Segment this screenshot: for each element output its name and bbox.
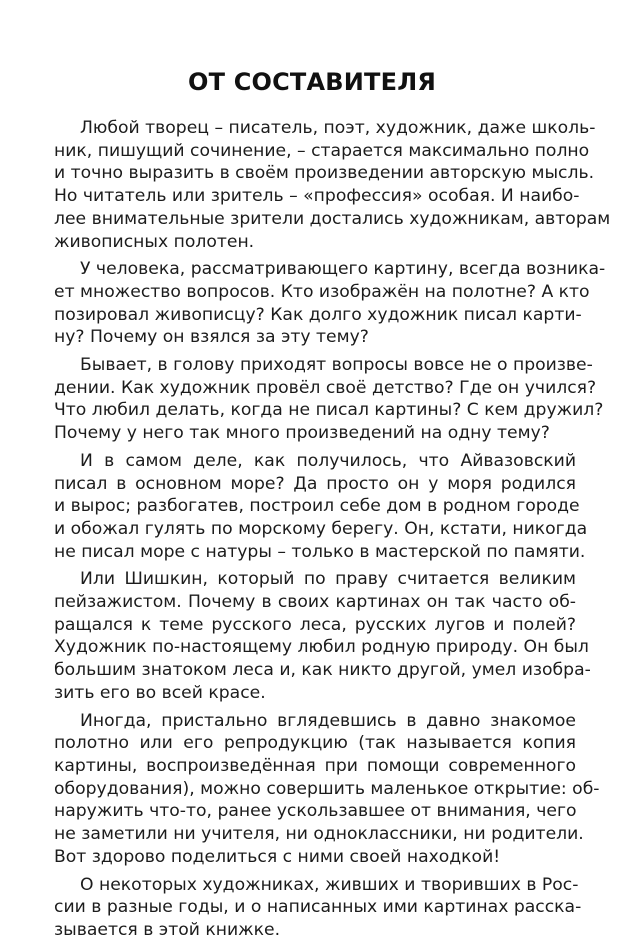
text-line: У человека, рассматривающего картину, всегда возника-	[80, 259, 606, 280]
text-line: писал в основном море? Да просто он у моря родился	[54, 473, 576, 494]
text-line: О некоторых художниках, живших и творивших в Рос-	[80, 874, 579, 895]
text-line: и вырос; разбогатев, построил себе дом в родном городе	[54, 496, 580, 517]
text-line: оборудования), можно совершить маленькое открытие: об-	[54, 778, 600, 799]
text-line: не писал море с натуры – только в мастерской по памяти.	[54, 541, 586, 562]
paragraph-2	[54, 258, 606, 349]
text-line: дении. Как художник провёл своё детство? Где он учился?	[54, 377, 597, 398]
paragraph-5	[54, 568, 591, 704]
text-line: позировал живописцу? Как долго художник писал карти-	[54, 304, 582, 325]
text-line: зывается в этой книжке.	[54, 919, 281, 940]
paragraph-7	[54, 874, 582, 942]
text-line: и точно выразить в своём произведении авторскую мысль.	[54, 163, 595, 184]
text-line: зить его во всей красе.	[54, 682, 266, 703]
text-line: полотно или его репродукцию (так называется копия	[54, 733, 576, 754]
text-line: Что любил делать, когда не писал картины? С кем дружил?	[54, 400, 604, 421]
text-line: живописных полотен.	[54, 231, 255, 252]
paragraph-4	[54, 450, 588, 564]
text-line: ет множество вопросов. Кто изображён на полотне? А кто	[54, 281, 590, 302]
paragraph-3	[54, 354, 604, 445]
text-line: лее внимательные зрители достались художникам, авторам	[54, 208, 611, 229]
text-line: не заметили ни учителя, ни одноклассники, ни родители.	[54, 824, 584, 845]
text-line: Иногда, пристально вглядевшись в давно знакомое	[80, 710, 576, 731]
text-line: Но читатель или зритель – «профессия» особая. И наибо-	[54, 186, 580, 207]
text-line: Любой творец – писатель, поэт, художник, даже школь-	[80, 118, 596, 138]
text-line: Вот здорово поделиться с ними своей находкой!	[54, 846, 501, 867]
text-line: Или Шишкин, который по праву считается великим	[80, 569, 576, 590]
text-line: картины, воспроизведённая при помощи современного	[54, 755, 576, 776]
text-line: Художник по-настоящему любил родную природу. Он был	[54, 637, 589, 658]
text-line: наружить что-то, ранее ускользавшее от внимания, чего	[54, 801, 577, 822]
text-line: ращался к теме русского леса, русских лугов и полей?	[54, 614, 576, 635]
text-line: пейзажистом. Почему в своих картинах он так часто об-	[54, 592, 576, 613]
text-line: И в самом деле, как получилось, что Айвазовский	[80, 450, 576, 471]
text-body	[54, 117, 611, 947]
paragraph-6	[54, 710, 600, 869]
text-line: сии в разные годы, и о написанных ими картинах расска-	[54, 897, 582, 918]
text-line: Бывает, в голову приходят вопросы вовсе не о произве-	[80, 355, 593, 376]
text-line: большим знатоком леса и, как никто другой, умел изобра-	[54, 660, 591, 681]
paragraph-1	[54, 117, 611, 253]
page-title: ОТ СОСТАВИТЕЛЯ	[187, 68, 437, 96]
text-line: ник, пишущий сочинение, – старается максимально полно	[54, 140, 590, 161]
text-line: и обожал гулять по морскому берегу. Он, кстати, никогда	[54, 518, 588, 539]
text-line: ну? Почему он взялся за эту тему?	[54, 327, 369, 348]
text-line: Почему у него так много произведений на одну тему?	[54, 423, 550, 444]
